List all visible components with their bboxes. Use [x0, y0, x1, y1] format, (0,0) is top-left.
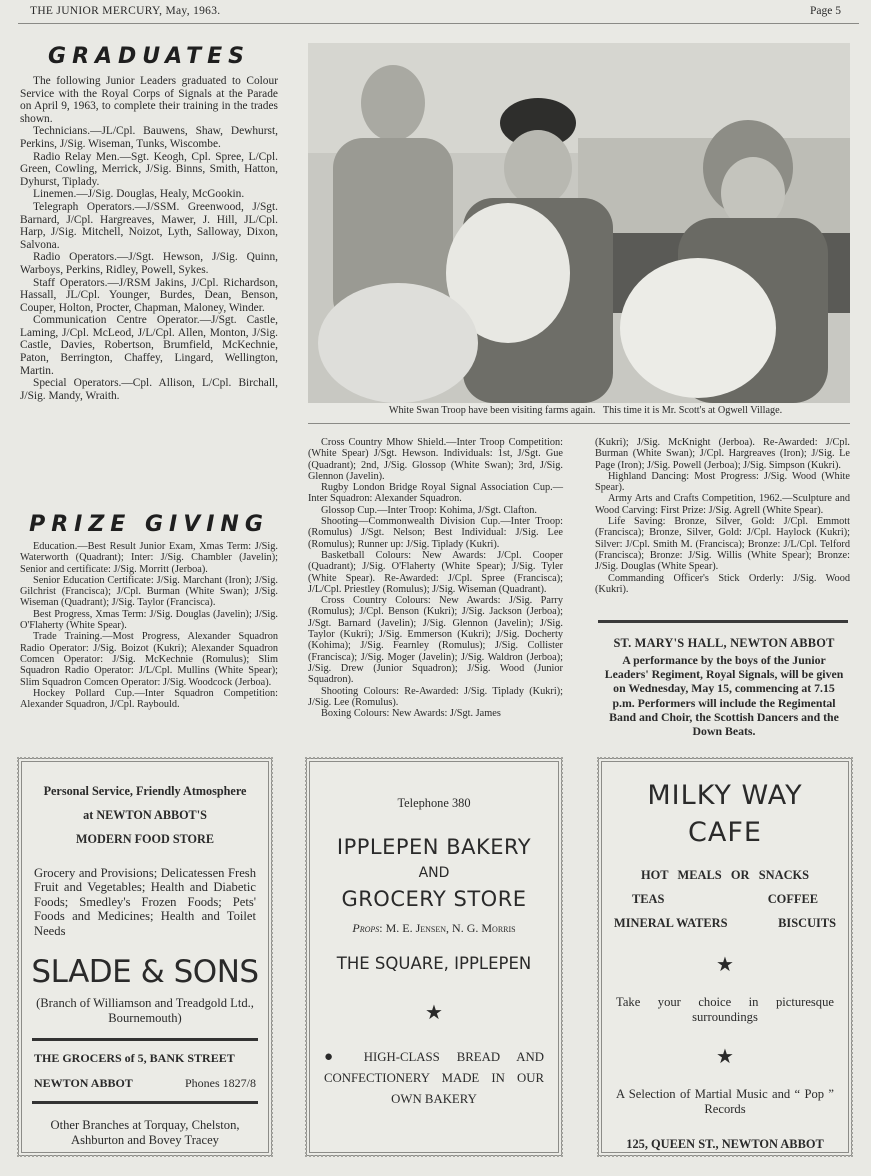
caption-rule — [308, 423, 850, 424]
award-rugby-cup: Rugby London Bridge Royal Signal Association Cup.—Inter Squadron: Alexander Squadron. — [308, 482, 563, 505]
award-shooting-colours: Shooting Colours: Re-Awarded: J/Sig. Tiplady (Kukri); J/Sig. Lee (Romulus). — [308, 685, 563, 708]
graduates-technicians: Technicians.—JL/Cpl. Bauwens, Shaw, Dewhurst, Perkins, J/Sig. Wiseman, Tunks, Wiscombe. — [20, 125, 278, 150]
milkyway-address: 125, QUEEN ST., NEWTON ABBOT — [626, 1137, 824, 1151]
ipplepen-name-2: GROCERY STORE — [341, 887, 527, 911]
award-glossop-cup: Glossop Cup.—Inter Troop: Kohima, J/Sgt. Clafton. — [321, 504, 537, 516]
slade-other-branches: Other Branches at Torquay, Chelston, Ashburton and Bovey Tracey — [50, 1118, 240, 1148]
milkyway-coffee: COFFEE — [767, 892, 818, 906]
prize-trade-training: Trade Training.—Most Progress, Alexander Squadron Radio Operator: J/Sig. Boizot (Kukri); Alexander Squadron Comcen Operator: J/Sig. McKechnie (Romulus); Slim Squadron Radio Operator: J/L/Cpl. Mullins (White Spear); Slim Squadron Comcen Operator: J/Sig. Woodcock (Jerboa). — [20, 631, 278, 688]
milkyway-mineral-waters: MINERAL WATERS — [614, 916, 728, 930]
ipplepen-bakery-advert — [306, 758, 562, 1156]
ipplepen-address: THE SQUARE, IPPLEPEN — [336, 954, 532, 973]
award-cross-country-colours: Cross Country Colours: New Awards: J/Sig. Parry (Romulus); J/Cpl. Benson (Kukri); J/Sig. Jackson (Jerboa); J/Sgt. Barnard (Javelin); J/Sig. Glennon (Javelin); J/Sig. Taylor (Kukri); J/Sig. Emmerson (Kukri); J/Sig. Docherty (Kohima); J/Sig. Fearnley (Romulus); J/Sig. Collister (Francisca); J/Sig. Moger (Javelin); J/Sig. Waldron (Jerboa); J/Sig. Drew (Junior Squadron); J/Sig. Wood (Junior Squadron). — [308, 595, 563, 686]
ipplepen-tagline: HIGH-CLASS BREAD AND CONFECTIONERY MADE IN OUR OWN BAKERY — [324, 1050, 544, 1106]
milkyway-menu-line-2 — [632, 892, 818, 907]
slade-phones: Phones 1827/8 — [184, 1076, 256, 1091]
ipplepen-tagline-block — [324, 1047, 544, 1110]
star-icon: ★ — [716, 1046, 734, 1068]
award-shooting-cup: Shooting—Commonwealth Division Cup.—Inter Troop: (Romulus) J/Sgt. Nelson; Best Individual: J/Sig. Lee (Romulus); Runner up: J/Sig. Tiplady (Kukri). — [308, 516, 563, 550]
prize-hockey: Hockey Pollard Cup.—Inter Squadron Competition: Alexander Squadron, J/Cpl. Raybould. — [20, 687, 278, 711]
performance-notice — [595, 636, 853, 738]
notice-body: A performance by the boys of the Junior Leaders' Regiment, Royal Signals, will be given on Wednesday, May 15, commencing at 7.15 p.m. Performers will include the Regimental Band and Choir, the Scottish Dancers and the Down Beats. — [604, 653, 844, 739]
prize-senior-certificate: Senior Education Certificate: J/Sig. Marchant (Iron); J/Sig. Gilchrist (Francisca); J/Cpl. Burman (White Swan); J/Sig. Wiseman (Quadrant); J/Sig. Taylor (Francisca). — [20, 574, 278, 609]
graduates-comcen-operators: Communication Centre Operator.—J/Sgt. Castle, Laming, J/Cpl. McLeod, J/L/Cpl. Allen, Monton, J/Sig. Castle, Davies, Robertson, Brumfield, McKechnie, Paton, Berrington, Chaffey, Lingard, Wellington, Martin. — [20, 314, 278, 377]
award-highland-dancing: Highland Dancing: Most Progress: J/Sig. Wood (White Spear). — [595, 470, 850, 494]
farm-visit-photo — [308, 43, 850, 403]
bullet-icon: ● — [324, 1049, 347, 1065]
graduates-article — [20, 44, 278, 402]
ipplepen-props-label: Props — [352, 921, 380, 935]
milkyway-name-1: MILKY WAY — [647, 780, 803, 811]
prize-giving-body — [20, 541, 278, 710]
milky-way-cafe-advert — [598, 758, 852, 1156]
award-life-saving: Life Saving: Bronze, Silver, Gold: J/Cpl. Emmott (Francisca); Bronze, Silver, Gold: J/Cpl. Haylock (Kukri); Silver: J/Cpl. Smith M. (Francisca); Bronze: J/L/Cpl. Telford (Francisca); Bronze: J/Sig. Willis (White Spear); Bronze: J/Sig. Douglas (White Spear). — [595, 516, 850, 573]
ipplepen-props — [310, 921, 558, 936]
running-title: THE JUNIOR MERCURY, May, 1963. — [30, 5, 221, 17]
slade-contact-row — [34, 1076, 256, 1091]
slade-name: SLADE & SONS — [31, 954, 259, 991]
prize-giving-article — [20, 512, 278, 710]
slade-branch-of: (Branch of Williamson and Treadgold Ltd., Bournemouth) — [36, 996, 254, 1026]
ipplepen-props-names: : M. E. Jensen, N. G. Morris — [379, 921, 516, 935]
graduates-staff-operators: Staff Operators.—J/RSM Jakins, J/Cpl. Richardson, Hassall, JL/Cpl. Younger, Burdes, Dean, Benson, Couper, Holton, Procter, Chapman, Maloney, Winder. — [20, 276, 278, 314]
milkyway-menu-line-1: HOT MEALS OR SNACKS — [640, 868, 810, 882]
award-boxing-colours: Boxing Colours: New Awards: J/Sgt. James — [321, 708, 501, 720]
slade-address: THE GROCERS of 5, BANK STREET — [34, 1051, 235, 1066]
star-icon: ★ — [716, 954, 734, 976]
milkyway-name-2: CAFE — [688, 817, 762, 848]
milkyway-biscuits: BISCUITS — [778, 916, 836, 930]
slade-tagline: Personal Service, Friendly Atmosphere — [43, 784, 247, 798]
graduates-heading: GRADUATES — [48, 44, 250, 69]
graduates-intro: The following Junior Leaders graduated to Colour Service with the Royal Corps of Signals at the Parade on April 9, 1963, to complete their training in the trades shown. — [20, 75, 278, 125]
photo-illustration — [308, 43, 850, 403]
header-rule — [18, 23, 859, 24]
section-rule — [598, 620, 848, 623]
graduates-radio-operators: Radio Operators.—J/Sgt. Hewson, J/Sig. Quinn, Warboys, Perkins, Ridley, Powell, Sykes. — [20, 251, 278, 276]
award-arts-crafts: Army Arts and Crafts Competition, 1962.—Sculpture and Wood Carving: First Prize: J/Sig. Agrell (White Spear). — [595, 493, 850, 516]
milkyway-choice: Take your choice in picturesque surroundings — [616, 995, 834, 1024]
prize-giving-heading: PRIZE GIVING — [29, 512, 269, 537]
award-stick-orderly: Commanding Officer's Stick Orderly: J/Sig. Wood (Kukri). — [595, 572, 850, 595]
award-basketball-colours: Basketball Colours: New Awards: J/Cpl. Cooper (Quadrant); J/Sig. O'Flaherty (White Spear); J/Sig. Tyler (White Spear). Re-Awarded: J/Cpl. Spree (Francisca); J/L/Cpl. Priestley (Romulus); J/Sig. Wiseman (Quadrant). — [308, 549, 563, 595]
photo-caption: White Swan Troop have been visiting farms again. This time it is Mr. Scott's at Ogwell Village. — [388, 405, 783, 416]
slade-town: NEWTON ABBOT — [34, 1076, 133, 1091]
star-icon: ★ — [425, 1002, 443, 1024]
ipplepen-and: AND — [418, 865, 450, 881]
prize-best-progress: Best Progress, Xmas Term: J/Sig. Douglas (Javelin); J/Sig. O'Flaherty (White Spear). — [20, 608, 278, 632]
slade-location: at NEWTON ABBOT'S — [83, 808, 207, 822]
sports-awards-column — [308, 437, 563, 719]
prize-education: Education.—Best Result Junior Exam, Xmas Term: J/Sig. Waterworth (Quadrant); Inter: J/Sig. Chambler (Javelin); Senior and certificate: J/Sig. Morritt (Jerboa). — [20, 541, 278, 575]
milkyway-teas: TEAS — [632, 892, 665, 906]
slade-rule-bottom — [32, 1101, 258, 1104]
ipplepen-name-1: IPPLEPEN BAKERY — [336, 835, 532, 859]
notice-title: ST. MARY'S HALL, NEWTON ABBOT — [613, 636, 835, 650]
page-number: Page 5 — [810, 5, 841, 17]
milkyway-menu-line-3 — [614, 916, 836, 931]
graduates-body — [20, 75, 278, 402]
slade-store-type: MODERN FOOD STORE — [76, 832, 214, 846]
slade-products: Grocery and Provisions; Delicatessen Fresh Fruit and Vegetables; Health and Diabetic Foods; Smedley's Frozen Foods; Pets' Foods and Medicines; Health and Toilet Needs — [34, 866, 256, 938]
slade-rule-top — [32, 1038, 258, 1041]
graduates-telegraph: Telegraph Operators.—J/SSM. Greenwood, J/Sgt. Barnard, J/Cpl. Hargreaves, Mawer, J. Hill, JL/Cpl. Harp, J/Sig. Mitchell, Noizot, Lyth, Salloway, Dixon, Salvona. — [20, 200, 278, 251]
graduates-linemen: Linemen.—J/Sig. Douglas, Healy, McGookin. — [33, 188, 245, 201]
award-cross-country-shield: Cross Country Mhow Shield.—Inter Troop Competition: (White Spear) J/Sgt. Hewson. Individuals: 1st, J/Sgt. Gue (Quadrant); 2nd, J/Sig. Glossop (White Swan); 3rd, J/Sig. Glennon (Javelin). — [308, 437, 563, 482]
more-awards-column — [595, 437, 850, 595]
award-boxing-continued: (Kukri); J/Sig. McKnight (Jerboa). Re-Awarded: J/Cpl. Burman (White Swan); J/Cpl. Hargreaves (Iron); J/Sig. Le Page (Iron); J/Sig. Powell (Jerboa); J/Sig. Simpson (Kukri). — [595, 437, 850, 471]
slade-and-sons-advert — [18, 758, 272, 1156]
milkyway-music: A Selection of Martial Music and “ Pop ” Records — [616, 1087, 834, 1116]
graduates-special-operators: Special Operators.—Cpl. Allison, L/Cpl. Birchall, J/Sig. Mandy, Wraith. — [20, 377, 278, 402]
graduates-radio-relay: Radio Relay Men.—Sgt. Keogh, Cpl. Spree, L/Cpl. Green, Cowling, Merrick, J/Sig. Binns, Smith, Hatton, Dyhurst, Tiplady. — [20, 150, 278, 188]
ipplepen-telephone: Telephone 380 — [397, 796, 471, 810]
